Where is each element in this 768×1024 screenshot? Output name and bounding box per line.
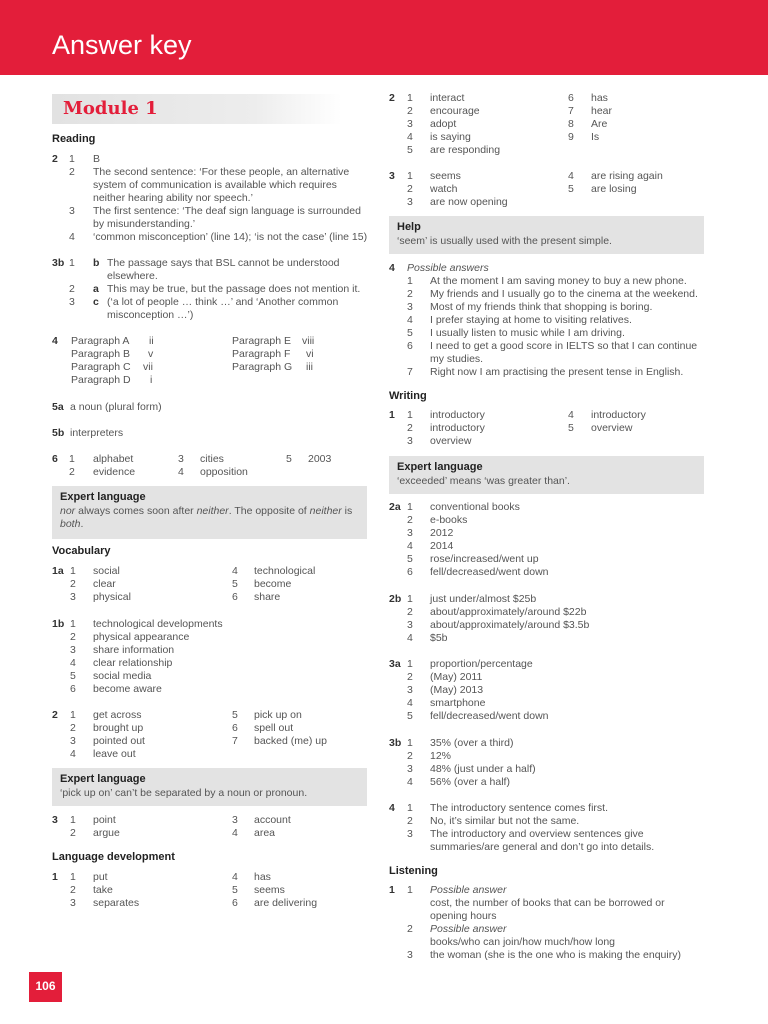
item-number: 2 [407,105,413,117]
question-number: 3 [389,170,395,182]
item-number: 2 [70,884,76,896]
question-number: 4 [389,262,395,274]
item-number: 5 [568,183,574,195]
answer-text: pointed out [93,735,145,747]
item-number: 4 [407,314,413,326]
paragraph-label: Paragraph F [232,348,291,360]
item-number: 8 [568,118,574,130]
answer-text: area [254,827,276,839]
answer-text: I usually listen to music while I am driving. [430,327,625,339]
answer-text: the woman (she is the one who is making the enquiry) [430,949,681,961]
answer-text: clear relationship [93,657,173,669]
answer-text: cost, the number of books that can be borrowed or opening hours [430,897,665,922]
paragraph-label: Paragraph D [71,374,131,386]
question-number: 2a [389,501,401,513]
paragraph-value: ii [149,335,154,347]
module-heading-box [52,94,342,124]
answer-text: introductory [591,409,646,421]
item-number: 1 [69,153,75,165]
answer-text: 35% (over a third) [430,737,514,749]
answer-text: about/approximately/around $22b [430,606,587,618]
answer-text: are delivering [254,897,318,909]
item-number: 5 [407,144,413,156]
item-number: 4 [407,540,413,552]
answer-text: Most of my friends think that shopping is boring. [430,301,653,313]
answer-text: alphabet [93,453,134,465]
answer-text: is saying [430,131,471,143]
item-number: 2 [407,288,413,300]
question-number: 1 [389,409,395,421]
paragraph-value: i [150,374,153,386]
question-number: 3 [52,814,58,826]
answer-text: physical [93,591,131,603]
possible-answers-label: Possible answers [407,262,489,274]
answer-text: The second sentence: ‘For these people, an alternative system of communication is available which requires neither hearing ability nor speech.’ [93,166,350,204]
item-number: 2 [69,466,75,478]
answer-text: social [93,565,120,577]
answer-text: share [254,591,281,603]
item-number: 4 [69,231,75,243]
expert-language-text: ‘exceeded’ means ‘was greater than’. [397,475,570,487]
answer-text: 56% (over a half) [430,776,510,788]
answer-text: smartphone [430,697,486,709]
item-number: 5 [286,453,292,465]
answer-text: $5b [430,632,448,644]
answer-text: rose/increased/went up [430,553,539,565]
item-number: 3 [69,296,75,308]
section-heading-vocabulary: Vocabulary [52,545,111,557]
item-number: 1 [407,802,413,814]
item-number: 6 [70,683,76,695]
item-number: 5 [407,553,413,565]
item-number: 3 [232,814,238,826]
expert-language-box [389,456,704,494]
answer-text: 48% (just under a half) [430,763,536,775]
item-number: 1 [407,737,413,749]
answer-text: seems [254,884,285,896]
item-number: 3 [407,301,413,313]
answer-text: overview [591,422,633,434]
possible-answer-label: Possible answer [430,923,507,935]
item-number: 1 [70,814,76,826]
answer-text: proportion/percentage [430,658,533,670]
expert-text-part: . [80,518,84,530]
answer-text: a noun (plural form) [70,401,162,413]
item-number: 4 [70,748,76,760]
section-heading-reading: Reading [52,133,96,145]
expert-language-title: Expert language [397,461,483,473]
answer-text: technological developments [93,618,223,630]
answer-text: The introductory and overview sentences give summaries/are general and don’t go into details. [430,828,655,853]
item-number: 5 [407,710,413,722]
section-heading-writing: Writing [389,390,427,402]
answer-text: are rising again [591,170,663,182]
expert-language-box [52,486,367,539]
item-number: 3 [178,453,184,465]
page-number-badge [29,972,62,1002]
answer-text: The introductory sentence comes first. [430,802,608,814]
item-number: 4 [407,776,413,788]
item-number: 3 [407,196,413,208]
answer-text: 2012 [430,527,454,539]
item-number: 6 [407,340,413,352]
question-number: 5b [52,427,65,439]
item-number: 6 [232,591,238,603]
answer-text: interact [430,92,465,104]
answer-text: e-books [430,514,468,526]
answer-text: has [591,92,608,104]
item-number: 1 [407,170,413,182]
item-number: 2 [407,514,413,526]
item-number: 5 [407,327,413,339]
expert-term: nor [60,505,76,517]
answer-text: My friends and I usually go to the cinema at the weekend. [430,288,698,300]
help-title: Help [397,221,421,233]
question-number: 1 [389,884,395,896]
question-number: 5a [52,401,64,413]
answer-text: overview [430,435,472,447]
paragraph-value: vi [306,348,314,360]
item-number: 3 [407,435,413,447]
item-number: 3 [407,527,413,539]
answer-text: introductory [430,422,485,434]
item-number: 3 [407,684,413,696]
page-title: Answer key [52,30,192,60]
item-number: 4 [232,827,238,839]
question-number: 2 [389,92,395,104]
item-number: 2 [69,166,75,178]
help-box [389,216,704,254]
answer-text: Is [591,131,600,143]
question-number: 1a [52,565,64,577]
answer-text: get across [93,709,142,721]
answer-text: leave out [93,748,136,760]
answer-text: B [93,153,101,165]
item-number: 6 [232,897,238,909]
answer-text: point [93,814,116,826]
answer-text: interpreters [70,427,124,439]
answer-text: just under/almost $25b [430,593,537,605]
item-number: 2 [69,283,75,295]
item-number: 1 [407,92,413,104]
item-number: 2 [70,631,76,643]
answer-text: (May) 2011 [430,671,483,683]
item-number: 3 [70,591,76,603]
expert-language-box [52,768,367,806]
item-number: 4 [407,632,413,644]
answer-text: I prefer staying at home to visiting relatives. [430,314,632,326]
section-heading-language-development: Language development [52,851,175,863]
answer-text: argue [93,827,120,839]
item-number: 9 [568,131,574,143]
item-number: 4 [232,565,238,577]
item-number: 2 [407,183,413,195]
question-number: 6 [52,453,58,465]
item-number: 2 [407,671,413,683]
item-number: 2 [70,578,76,590]
item-number: 4 [568,409,574,421]
answer-text: share information [93,644,175,656]
item-number: 4 [568,170,574,182]
question-number: 2 [52,709,58,721]
item-number: 5 [232,578,238,590]
question-number: 3b [52,257,65,269]
item-number: 4 [407,697,413,709]
answer-text: adopt [430,118,457,130]
answer-text: are now opening [430,196,508,208]
item-number: 2 [407,606,413,618]
answer-text: At the moment I am saving money to buy a new phone. [430,275,687,287]
paragraph-value: iii [306,361,313,373]
item-number: 1 [69,257,75,269]
answer-text: (May) 2013 [430,684,484,696]
expert-language-text [60,505,360,531]
paragraph-value: vii [143,361,153,373]
answer-text: are responding [430,144,501,156]
expert-language-title: Expert language [60,773,146,785]
question-number: 4 [389,802,395,814]
possible-answer-label: Possible answer [430,884,507,896]
answer-text: clear [93,578,116,590]
item-number: 1 [70,565,76,577]
item-number: 7 [407,366,413,378]
answer-text: watch [430,183,458,195]
answer-text: 12% [430,750,452,762]
answer-text: has [254,871,271,883]
item-number: 5 [232,709,238,721]
item-number: 3 [407,763,413,775]
question-number: 4 [52,335,58,347]
item-number: 3 [70,897,76,909]
expert-language-title: Expert language [60,491,146,503]
answer-text: separates [93,897,140,909]
expert-language-text: ‘pick up on’ can’t be separated by a noun or pronoun. [60,787,308,799]
expert-text-part: . The opposite of [228,505,310,517]
item-number: 2 [407,422,413,434]
answer-text: fell/decreased/went down [430,710,549,722]
item-number: 2 [407,923,413,935]
item-number: 1 [69,453,75,465]
item-number: 3 [407,118,413,130]
answer-text: seems [430,170,461,182]
item-number: 1 [407,884,413,896]
item-number: 3 [70,644,76,656]
answer-text: Are [591,118,608,130]
paragraph-label: Paragraph B [71,348,130,360]
item-number: 5 [568,422,574,434]
answer-text: This may be true, but the passage does not mention it. [107,283,361,295]
paragraph-value: viii [302,335,315,347]
item-number: 7 [232,735,238,747]
item-number: 3 [69,205,75,217]
answer-text: ‘common misconception’ (line 14); ‘is not the case’ (line 15) [93,231,368,243]
item-number: 1 [70,618,76,630]
question-number: 3b [389,737,402,749]
item-number: 4 [70,657,76,669]
item-number: 7 [568,105,574,117]
item-number: 2 [70,827,76,839]
answer-text: account [254,814,291,826]
item-number: 1 [70,871,76,883]
item-letter: c [93,296,99,308]
answer-text: 2003 [308,453,332,465]
paragraph-value: v [148,348,154,360]
module-title: Module 1 [63,98,158,119]
help-text: ‘seem’ is usually used with the present simple. [397,235,612,247]
answer-text: I need to get a good score in IELTS so that I can continue my studies. [430,340,698,365]
expert-text-part: is [341,505,353,517]
answer-text: opposition [200,466,248,478]
answer-text: spell out [254,722,294,734]
answer-text: physical appearance [93,631,190,643]
item-number: 6 [407,566,413,578]
answer-text: are losing [591,183,637,195]
paragraph-label: Paragraph E [232,335,291,347]
answer-text: Right now I am practising the present tense in English. [430,366,684,378]
item-number: 1 [407,409,413,421]
answer-text: put [93,871,108,883]
answer-text: cities [200,453,224,465]
answer-text: conventional books [430,501,520,513]
item-number: 1 [407,275,413,287]
answer-text: 2014 [430,540,454,552]
item-number: 5 [70,670,76,682]
paragraph-label: Paragraph C [71,361,131,373]
answer-text: brought up [93,722,144,734]
item-number: 1 [407,658,413,670]
item-number: 4 [232,871,238,883]
expert-term: neither [196,505,229,517]
item-number: 1 [407,593,413,605]
answer-text: social media [93,670,152,682]
item-number: 1 [70,709,76,721]
answer-text: No, it’s similar but not the same. [430,815,580,827]
section-heading-listening: Listening [389,865,438,877]
item-number: 3 [407,619,413,631]
answer-text: hear [591,105,613,117]
item-number: 4 [178,466,184,478]
question-number: 1b [52,618,65,630]
answer-text: encourage [430,105,480,117]
item-number: 6 [232,722,238,734]
answer-text: fell/decreased/went down [430,566,549,578]
page-number: 106 [35,979,56,993]
paragraph-label: Paragraph A [71,335,130,347]
answer-text: backed (me) up [254,735,327,747]
item-number: 4 [407,131,413,143]
item-number: 1 [407,501,413,513]
question-number: 2b [389,593,402,605]
answer-text: pick up on [254,709,302,721]
answer-text: (‘a lot of people … think …’ and ‘Another common misconception …’) [107,296,339,321]
answer-text: become aware [93,683,162,695]
item-number: 3 [407,949,413,961]
item-number: 3 [70,735,76,747]
item-number: 3 [407,828,413,840]
answer-text: The passage says that BSL cannot be understood elsewhere. [107,257,340,282]
answer-text: become [254,578,292,590]
answer-text: technological [254,565,316,577]
answer-text: take [93,884,113,896]
question-number: 2 [52,153,58,165]
page-header [0,0,768,75]
paragraph-label: Paragraph G [232,361,293,373]
item-letter: b [93,257,100,269]
item-number: 2 [407,750,413,762]
answer-text: evidence [93,466,136,478]
question-number: 1 [52,871,58,883]
answer-text: books/who can join/how much/how long [430,936,616,948]
expert-term: neither [309,505,342,517]
item-number: 5 [232,884,238,896]
answer-text: about/approximately/around $3.5b [430,619,590,631]
expert-text-part: always comes soon after [75,505,197,517]
item-letter: a [93,283,99,295]
expert-term: both [60,518,81,530]
item-number: 6 [568,92,574,104]
item-number: 2 [407,815,413,827]
question-number: 3a [389,658,401,670]
answer-text: introductory [430,409,485,421]
answer-text: The first sentence: ‘The deaf sign language is surrounded by misunderstanding.’ [93,205,361,230]
item-number: 2 [70,722,76,734]
